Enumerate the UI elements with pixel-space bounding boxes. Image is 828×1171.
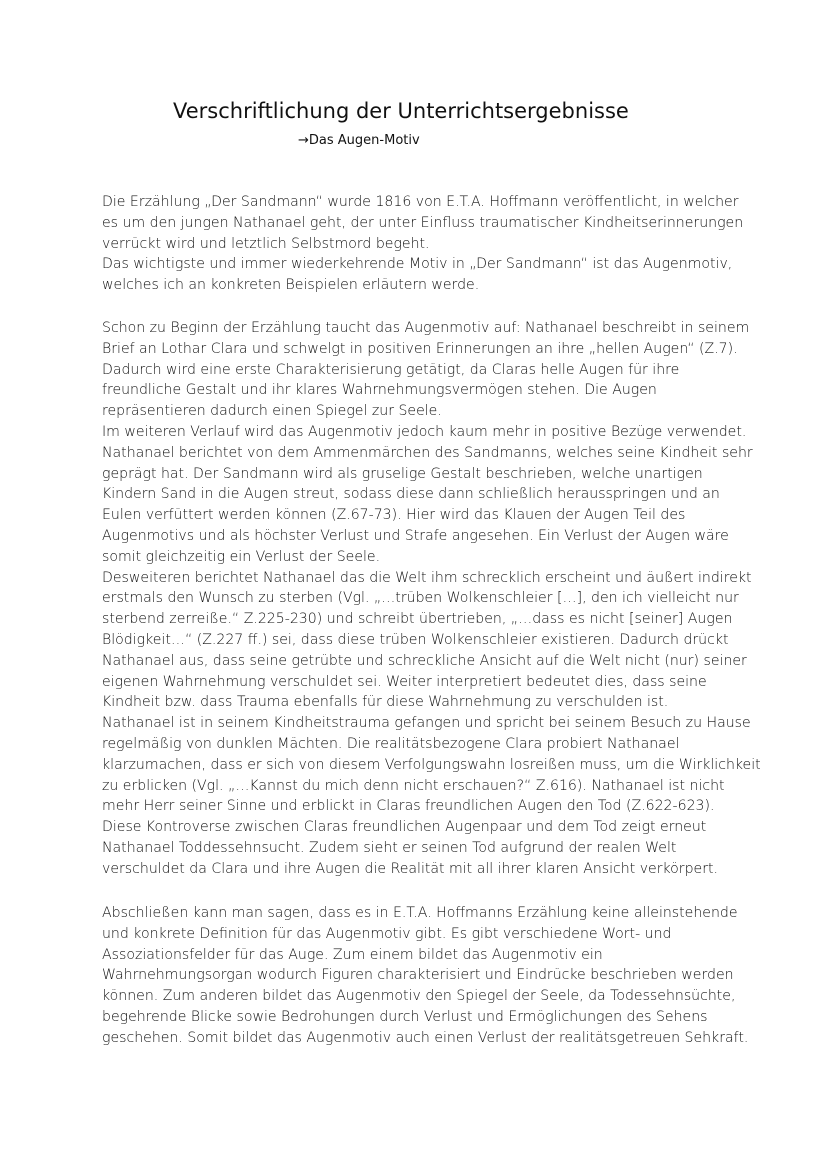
text-line: Brief an Lothar Clara und schwelgt in positiven Erinnerungen an ihre „hellen Augen“ (Z.7).	[102, 340, 738, 357]
text-line: somit gleichzeitig ein Verlust der Seele.	[102, 548, 381, 565]
text-line: und konkrete Definition für das Augenmotiv gibt. Es gibt verschiedene Wort- und	[102, 925, 672, 942]
text-line: Desweiteren berichtet Nathanael das die Welt ihm schrecklich erscheint und äußert indirekt	[102, 569, 752, 586]
text-line: Assoziationsfelder für das Auge. Zum einem bildet das Augenmotiv ein	[102, 946, 603, 963]
text-line: Eulen verfüttert werden können (Z.67-73). Hier wird das Klauen der Augen Teil des	[102, 507, 686, 524]
text-line: Wahrnehmungsorgan wodurch Figuren charakterisiert und Eindrücke beschrieben werden	[102, 967, 734, 984]
text-line: begehrende Blicke sowie Bedrohungen durch Verlust und Ermöglichungen des Sehens	[102, 1008, 708, 1025]
text-line: Abschließen kann man sagen, dass es in E.T.A. Hoffmanns Erzählung keine alleinstehende	[102, 905, 738, 921]
text-line: Dadurch wird eine erste Charakterisierung getätigt, da Claras helle Augen für ihre	[102, 361, 680, 378]
text-line: eigenen Wahrnehmung verschuldet sei. Weiter interpretiert bedeutet dies, dass seine	[102, 673, 707, 690]
text-line: Schon zu Beginn der Erzählung taucht das Augenmotiv auf: Nathanael beschreibt in seinem	[102, 320, 750, 336]
text-line: sterbend zerreiße.“ Z.225-230) und schreibt übertrieben, „…dass es nicht [seiner] Augen	[102, 611, 733, 628]
text-line: freundliche Gestalt und ihr klares Wahrnehmungsvermögen stehen. Die Augen	[102, 382, 657, 399]
text-line: zu erblicken (Vgl. „…Kannst du mich denn nicht erschauen?“ Z.616). Nathanael ist nicht	[102, 777, 725, 794]
text-line: Das wichtigste und immer wiederkehrende Motiv in „Der Sandmann“ ist das Augenmotiv,	[102, 256, 733, 273]
text-line: Diese Kontroverse zwischen Claras freundlichen Augenpaar und dem Tod zeigt erneut	[102, 819, 707, 836]
page-title: Verschriftlichung der Unterrichtsergebnisse	[173, 99, 629, 123]
text-line: geprägt hat. Der Sandmann wird als gruselige Gestalt beschrieben, welche unartigen	[102, 465, 703, 482]
text-line: verschuldet da Clara und ihre Augen die Realität mit all ihrer klaren Ansicht verkörpert.	[102, 860, 719, 877]
text-line: Im weiteren Verlauf wird das Augenmotiv jedoch kaum mehr in positive Bezüge verwendet.	[102, 423, 747, 440]
text-line: erstmals den Wunsch zu sterben (Vgl. „…trüben Wolkenschleier […], den ich vielleicht nur	[102, 590, 739, 607]
text-line: Blödigkeit…“ (Z.227 ff.) sei, dass diese trüben Wolkenschleier existieren. Dadurch drückt	[102, 631, 729, 648]
text-line: können. Zum anderen bildet das Augenmotiv den Spiegel der Seele, da Todessehnsüchte,	[102, 988, 736, 1005]
paragraph-conclusion	[102, 903, 749, 1049]
text-line: verrückt wird und letztlich Selbstmord begeht.	[102, 235, 430, 252]
page-subtitle	[298, 133, 420, 148]
text-line: Nathanael Toddessehnsucht. Zudem sieht er seinen Tod aufgrund der realen Welt	[102, 839, 677, 856]
text-line: mehr Herr seiner Sinne und erblickt in Claras freundlichen Augen den Tod (Z.622-623).	[102, 798, 715, 815]
text-line: Nathanael aus, dass seine getrübte und schreckliche Ansicht auf die Welt nicht (nur) seiner	[102, 652, 747, 669]
text-line: Kindheit bzw. dass Trauma ebenfalls für diese Wahrnehmung zu verschulden ist.	[102, 694, 669, 711]
text-line: Die Erzählung „Der Sandmann“ wurde 1816 von E.T.A. Hoffmann veröffentlicht, in welcher	[102, 194, 739, 210]
text-line: es um den jungen Nathanael geht, der unter Einfluss traumatischer Kindheitserinnerungen	[102, 214, 744, 231]
paragraph-introduction	[102, 192, 742, 296]
arrow-right-icon: →	[298, 133, 309, 148]
text-line: Kindern Sand in die Augen streut, sodass diese dann schließlich herausspringen und an	[102, 486, 720, 503]
text-line: regelmäßig von dunklen Mächten. Die realitätsbezogene Clara probiert Nathanael	[102, 735, 680, 752]
text-line: Nathanael berichtet von dem Ammenmärchen des Sandmanns, welches seine Kindheit sehr	[102, 444, 753, 461]
text-line: geschehen. Somit bildet das Augenmotiv auch einen Verlust der realitätsgetreuen Sehkraft.	[102, 1029, 749, 1046]
text-line: klarzumachen, dass er sich von diesem Verfolgungswahn losreißen muss, um die Wirklichkeit	[102, 756, 761, 773]
text-line: repräsentieren dadurch einen Spiegel zur Seele.	[102, 403, 442, 420]
paragraph-analysis	[102, 318, 761, 880]
subtitle-text: Das Augen-Motiv	[308, 133, 420, 148]
text-line: Augenmotivs und als höchster Verlust und Strafe angesehen. Ein Verlust der Augen wäre	[102, 527, 729, 544]
text-line: Nathanael ist in seinem Kindheitstrauma gefangen und spricht bei seinem Besuch zu Hause	[102, 715, 751, 732]
text-line: welches ich an konkreten Beispielen erläutern werde.	[102, 277, 480, 294]
